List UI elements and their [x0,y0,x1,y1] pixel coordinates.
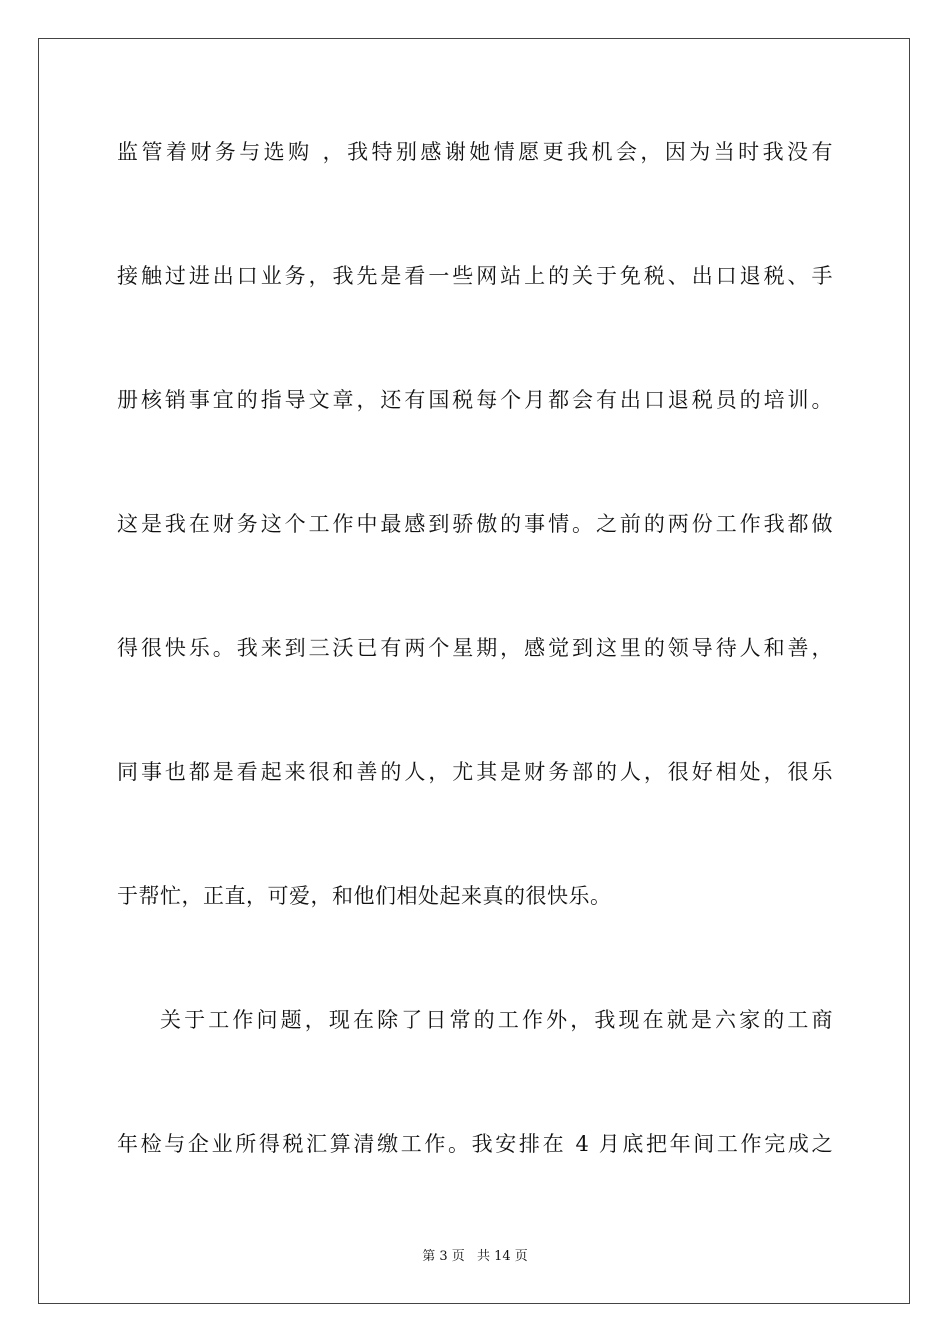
body-line: 于帮忙，正直，可爱，和他们相处起来真的很快乐。 [117,884,612,908]
body-line: 这是我在财务这个工作中最感到骄傲的事情。之前的两份工作我都做 [117,512,833,536]
page-footer [0,1248,950,1266]
page-border [38,38,910,1304]
body-line: 册核销事宜的指导文章，还有国税每个月都会有出口退税员的培训。 [117,388,833,412]
page-number: 第 3 页 [422,1249,465,1264]
body-line-indented: 关于工作问题，现在除了日常的工作外，我现在就是六家的工商 [160,1008,833,1032]
body-line: 年检与企业所得税汇算清缴工作。我安排在 4 月底把年间工作完成之 [117,1132,833,1156]
body-line: 同事也都是看起来很和善的人，尤其是财务部的人，很好相处，很乐 [117,760,833,784]
body-line: 得很快乐。我来到三沃已有两个星期，感觉到这里的领导待人和善， [117,636,833,660]
body-line: 接触过进出口业务，我先是看一些网站上的关于免税、出口退税、手 [117,264,833,288]
page-total: 共 14 页 [476,1249,528,1264]
body-line: 监管着财务与选购 ，我特别感谢她情愿更我机会，因为当时我没有 [117,140,833,164]
